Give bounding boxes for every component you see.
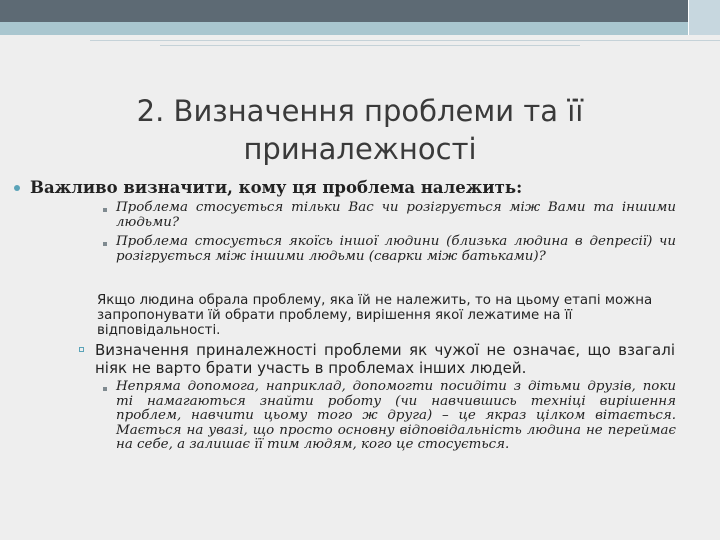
bullet-dot-icon	[14, 185, 20, 191]
header-rule-short	[160, 45, 580, 46]
main-bullet-text: Важливо визначити, кому ця проблема належить:	[30, 178, 523, 197]
sub-item-2: Проблема стосується якоїсь іншої людини (близька людина в депресії) чи розігрується між іншими людьми (сварки між батьками)?	[116, 234, 676, 264]
bullet-square-icon	[103, 387, 107, 391]
level2-item: Визначення приналежності проблеми як чужої не означає, що взагалі ніяк не варто брати участь в проблемах інших людей.	[95, 341, 675, 377]
bullet-square-icon	[103, 242, 107, 246]
slide-title: 2. Визначення проблеми та її приналежності	[136, 94, 584, 166]
header-rule-long	[90, 40, 720, 41]
header-band-light	[0, 22, 720, 35]
level3-item: Непряма допомога, наприклад, допомогти посидіти з дітьми друзів, поки ті намагаються знайти роботу (чи навчившись техніці вирішення проблем, навчити цьому того ж друга) – це якраз цілком вітається. Мається на увазі, що просто основну відповідальність людина не переймає на себе, а залишає її тим людям, кого це стосується.	[116, 379, 676, 452]
header-corner-accent	[688, 0, 720, 35]
bullet-square-icon	[103, 208, 107, 212]
bullet-hollow-square-icon	[79, 347, 84, 352]
header-band-dark	[0, 0, 720, 22]
sub-item-1: Проблема стосується тільки Вас чи розігрується між Вами та іншими людьми?	[116, 200, 676, 230]
info-paragraph: Якщо людина обрала проблему, яка їй не належить, то на цьому етапі можна запропонувати їй обрати проблему, вирішення якої лежатиме на її відповідальності.	[97, 293, 653, 338]
